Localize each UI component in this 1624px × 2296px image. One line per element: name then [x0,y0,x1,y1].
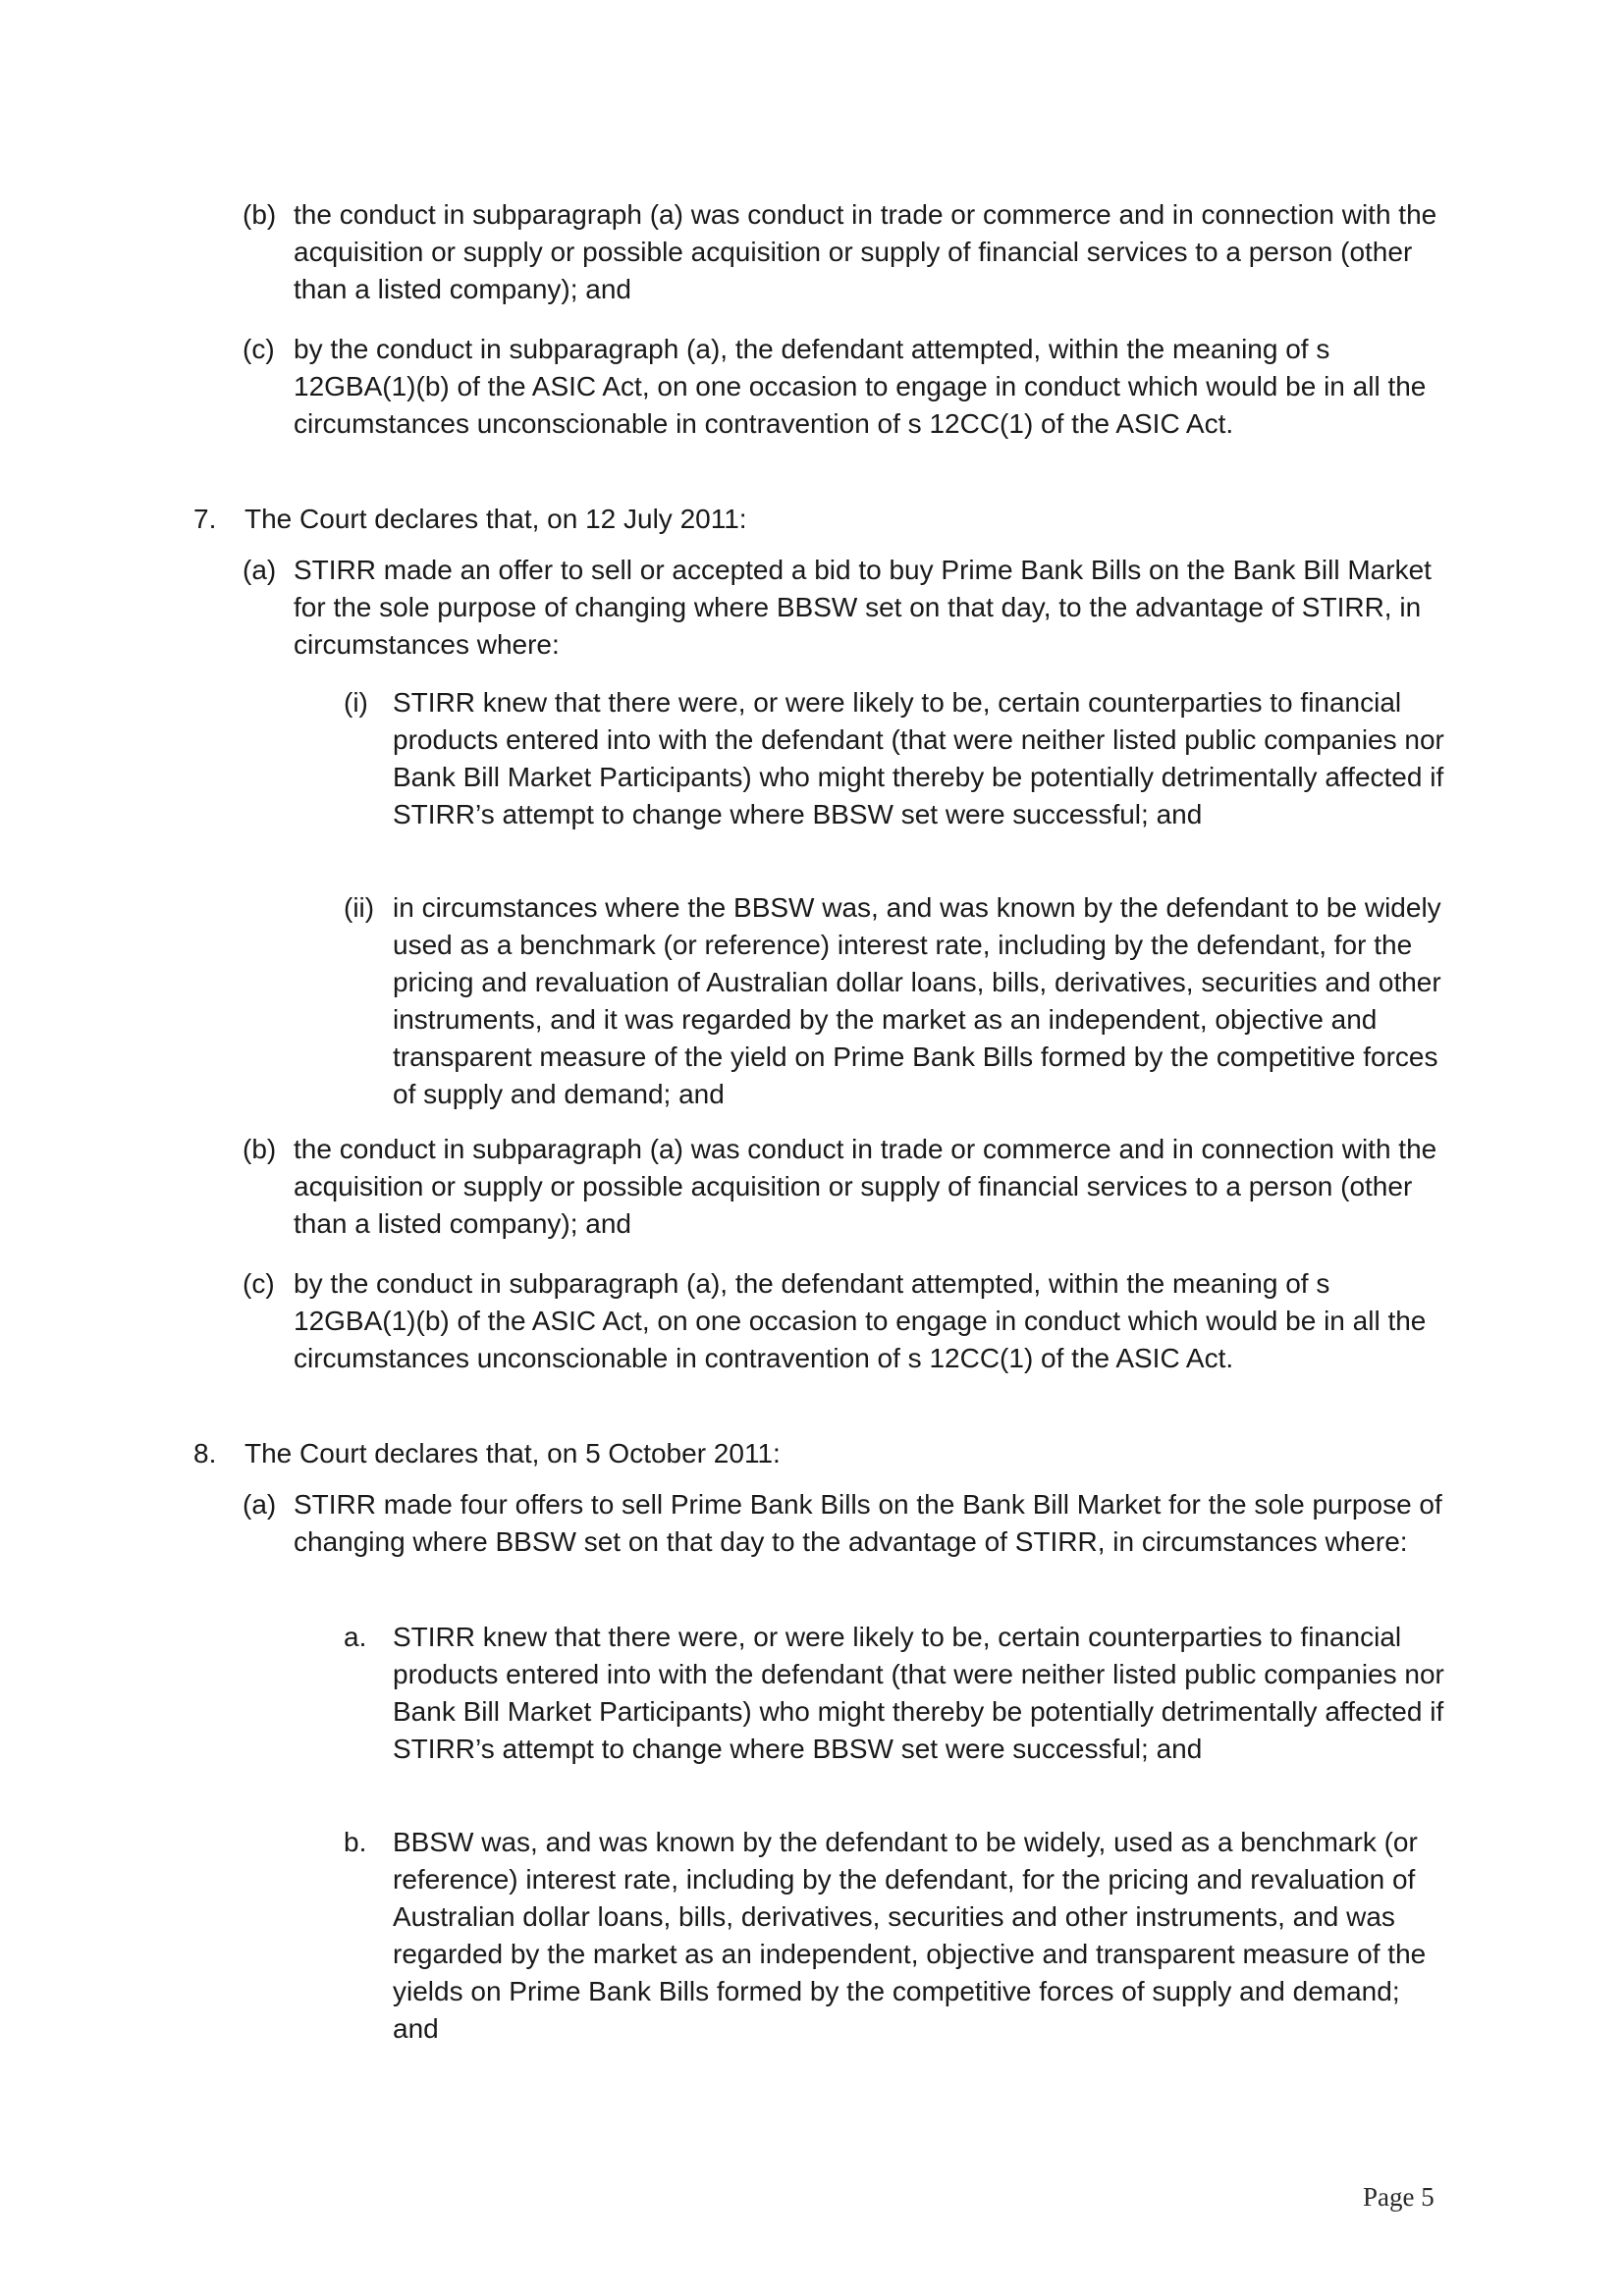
item-text: the conduct in subparagraph (a) was conduct in trade or commerce and in connection with the acquisition or supply or possible acquisition or supply of financial services to a person (other than a listed company); and [294,1134,1437,1239]
item-text: by the conduct in subparagraph (a), the defendant attempted, within the meaning of s 12GBA(1)(b) of the ASIC Act, on one occasion to engage in conduct which would be in all the circumstances unconscionable in contravention of s 12CC(1) of the ASIC Act. [294,1268,1427,1373]
subitem-text: BBSW was, and was known by the defendant to be widely, used as a benchmark (or reference) interest rate, including by the defendant, for the pricing and revaluation of Australian dollar loans, bills, derivatives, securities and other instruments, and was regarded by the market as an independent, objective and transparent measure of the yields on Prime Bank Bills formed by the competitive forces of supply and demand; and [393,1827,1427,2044]
subitem-text: STIRR knew that there were, or were likely to be, certain counterparties to financial products entered into with the defendant (that were neither listed public companies nor Bank Bill Market Participants) who might thereby be potentially detrimentally affected if STIRR’s attempt to change where BBSW set were successful; and [393,687,1444,829]
item-label: (b) [243,199,277,230]
subitem-label: a. [344,1622,367,1652]
subitem-label: (i) [344,687,368,718]
subitem-text: STIRR knew that there were, or were likely to be, certain counterparties to financial products entered into with the defendant (that were neither listed public companies nor Bank Bill Market Participants) who might thereby be potentially detrimentally affected if STIRR’s attempt to change where BBSW set were successful; and [393,1622,1444,1764]
item-text: the conduct in subparagraph (a) was conduct in trade or commerce and in connection with the acquisition or supply or possible acquisition or supply of financial services to a person (other than a listed company); and [294,199,1437,304]
subitem-text: in circumstances where the BBSW was, and was known by the defendant to be widely used as a benchmark (or reference) interest rate, including by the defendant, for the pricing and revaluation of Australian dollar loans, bills, derivatives, securities and other instruments, and it was regarded by the market as an independent, objective and transparent measure of the yield on Prime Bank Bills formed by the competitive forces of supply and demand; and [393,892,1441,1109]
item-label: (b) [243,1134,277,1164]
item-text: STIRR made an offer to sell or accepted a bid to buy Prime Bank Bills on the Bank Bill Market for the sole purpose of changing where BBSW set on that day, to the advantage of STIRR, in circumstances where: [294,555,1432,660]
item-text: STIRR made four offers to sell Prime Bank Bills on the Bank Bill Market for the sole purpose of changing where BBSW set on that day to the advantage of STIRR, in circumstances where: [294,1489,1442,1557]
paragraph-text: The Court declares that, on 12 July 2011: [244,504,747,534]
paragraph-number: 8. [193,1438,217,1468]
paragraph-text: The Court declares that, on 5 October 2011: [244,1438,781,1468]
item-text: by the conduct in subparagraph (a), the defendant attempted, within the meaning of s 12GBA(1)(b) of the ASIC Act, on one occasion to engage in conduct which would be in all the circumstances unconscionable in contravention of s 12CC(1) of the ASIC Act. [294,334,1427,439]
item-label: (c) [243,1268,275,1299]
page-number: Page 5 [1363,2182,1435,2212]
item-label: (a) [243,555,277,585]
paragraph-number: 7. [193,504,217,534]
subitem-label: b. [344,1827,367,1857]
item-label: (a) [243,1489,277,1520]
item-label: (c) [243,334,275,364]
subitem-label: (ii) [344,892,375,923]
